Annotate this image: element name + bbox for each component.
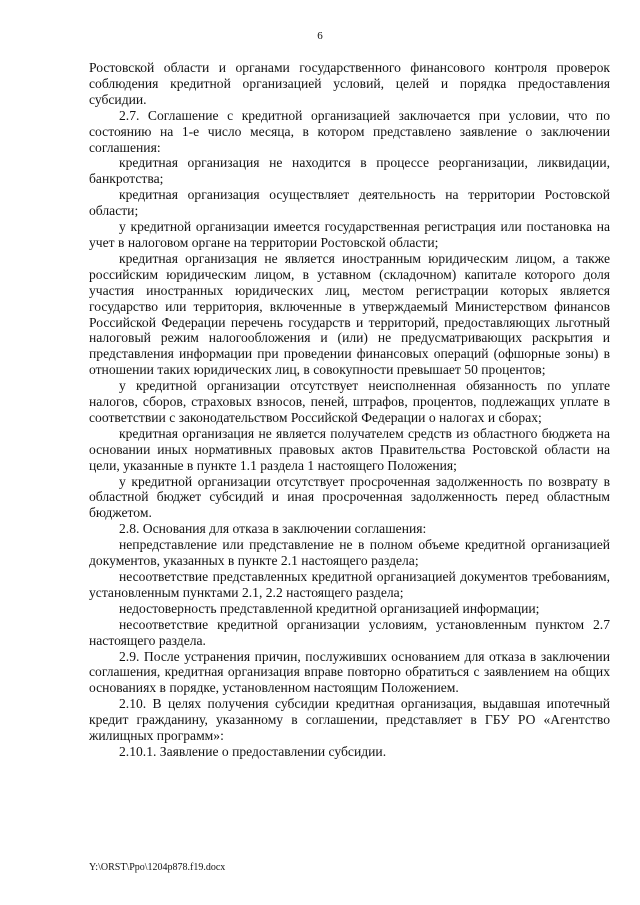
file-path-footer: Y:\ORST\Ppo\1204p878.f19.docx — [89, 862, 226, 873]
document-body — [89, 60, 610, 760]
page-number: 6 — [317, 30, 323, 42]
paragraph: Ростовской области и органами государственного финансового контроля проверок соблюдения кредитной организацией условий, целей и порядка предоставления субсидии. — [89, 60, 610, 107]
paragraph: у кредитной организации отсутствует неисполненная обязанность по уплате налогов, сборов, страховых взносов, пеней, штрафов, процентов, подлежащих уплате в соответствии с законодательством Российской Федерации о налогах и сборах; — [89, 378, 610, 425]
paragraph: кредитная организация не является получателем средств из областного бюджета на основании иных нормативных правовых актов Правительства Ростовской области на цели, указанные в пункте 1.1 раздела 1 настоящего Положения; — [89, 425, 610, 473]
paragraph: 2.7. Соглашение с кредитной организацией заключается при условии, что по состоянию на 1-е число месяца, в котором представлено заявление о заключении соглашения: — [89, 107, 610, 155]
paragraph: 2.10. В целях получения субсидии кредитная организация, выдавшая ипотечный кредит гражданину, указанному в соглашении, представляет в ГБУ РО «Агентство жилищных программ»: — [89, 696, 610, 744]
paragraph: 2.8. Основания для отказа в заключении соглашения: — [119, 521, 427, 537]
paragraph: кредитная организация осуществляет деятельность на территории Ростовской области; — [89, 187, 610, 219]
paragraph: непредставление или представление не в полном объеме кредитной организацией документов, указанных в пункте 2.1 настоящего раздела; — [89, 537, 610, 569]
paragraph: недостоверность представленной кредитной организацией информации; — [119, 600, 540, 616]
paragraph: 2.10.1. Заявление о предоставлении субсидии. — [119, 743, 387, 759]
paragraph: 2.9. После устранения причин, послуживших основанием для отказа в заключении соглашения, кредитная организация вправе повторно обратиться с заявлением на общих основаниях в порядке, установленном настоящим Положением. — [89, 648, 610, 696]
paragraph: кредитная организация не находится в процессе реорганизации, ликвидации, банкротства; — [89, 155, 610, 187]
paragraph: у кредитной организации имеется государственная регистрация или постановка на учет в налоговом органе на территории Ростовской области; — [89, 219, 610, 250]
paragraph: у кредитной организации отсутствует просроченная задолженность по возврату в областной бюджет субсидий и иная просроченная задолженность перед областным бюджетом. — [89, 473, 610, 521]
paragraph: несоответствие представленных кредитной организацией документов требованиям, установленным пунктами 2.1, 2.2 настоящего раздела; — [89, 569, 610, 600]
paragraph: кредитная организация не является иностранным юридическим лицом, а также российским юридическим лицом, в уставном (складочном) капитале которого доля участия иностранных юридических лиц, местом регистрации которых является государство или территория, включенные в утверждаемый Министерством финансов Российской Федерации перечень государств и территорий, предоставляющих льготный налоговый режим налогообложения и (или) не предусматривающих раскрытия и представления информации при проведении финансовых операций (офшорные зоны) в отношении таких юридических лиц, в совокупности превышает 50 процентов; — [89, 250, 610, 378]
paragraph: несоответствие кредитной организации условиям, установленным пунктом 2.7 настоящего раздела. — [89, 616, 610, 648]
